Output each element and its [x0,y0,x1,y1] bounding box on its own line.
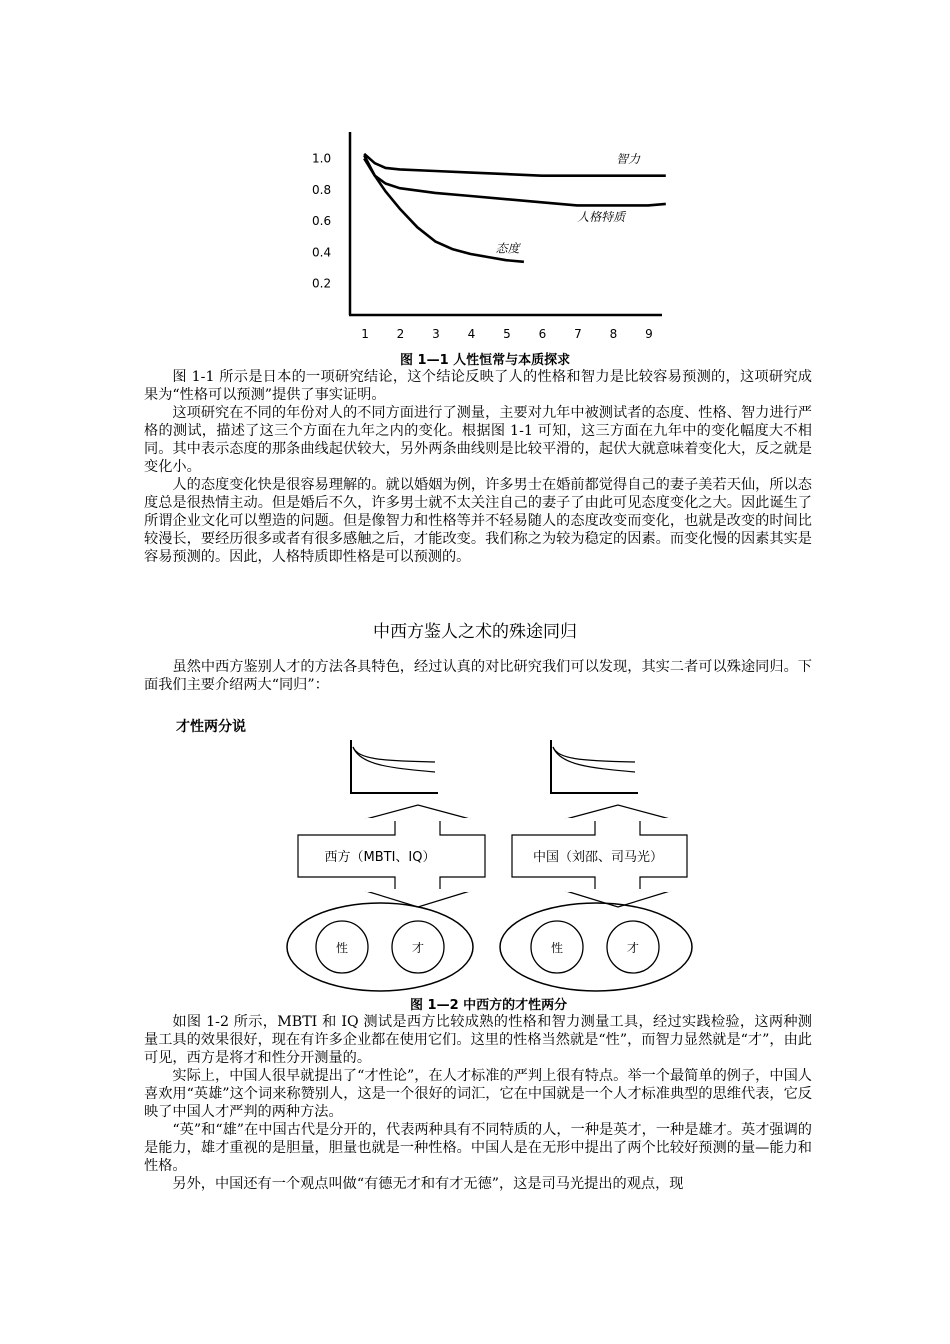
paragraph: “英”和“雄”在中国古代是分开的，代表两种具有不同特质的人，一种是英才，一种是雄才。英才强调的是能力，雄才重视的是胆量，胆量也就是一种性格。中国人是在无形中提出了两个比较好预测的量—能力和性格。 [144,1122,812,1174]
x-tick-label: 1 [361,327,369,341]
figure-1-chart [300,125,700,350]
figure-2-diagram [280,735,700,993]
china-cai-text: 才 [626,941,640,955]
paragraph: 这项研究在不同的年份对人的不同方面进行了测量，主要对九年中被测试者的态度、性格、智力进行严格的测试，描述了这三个方面在九年之内的变化。根据图 1-1 可知，这三方面在九年中的变化幅度大不相同。其中表示态度的那条曲线起伏较大，另外两条曲线则是比较平滑的，起伏大就意味着变化大，反之就是变化小。 [144,405,812,475]
figure-2-caption: 图 1—2 中西方的才性两分 [410,998,568,1013]
paragraph: 另外，中国还有一个观点叫做“有德无才和有才无德”，这是司马光提出的观点，现 [172,1176,684,1192]
x-tick-label: 4 [467,327,476,341]
y-tick-label: 0.8 [312,182,332,197]
subheading: 才性两分说 [176,719,246,735]
x-tick-label: 7 [574,327,582,341]
paragraph: 图 1-1 所示是日本的一项研究结论，这个结论反映了人的性格和智力是比较容易预测的，这项研究成果为“性格可以预测”提供了事实证明。 [144,369,812,403]
west-xing-text: 性 [335,941,349,955]
west-ellipse [287,903,473,991]
paragraph: 人的态度变化快是很容易理解的。就以婚姻为例，许多男士在婚前都觉得自己的妻子美若天仙，所以态度总是很热情主动。但是婚后不久，许多男士就不太关注自己的妻子了由此可见态度变化之大。因此诞生了所谓企业文化可以塑造的问题。但是像智力和性格等并不轻易随人的态度改变而变化，也就是改变的时间比较漫长，要经历很多或者有很多感触之后，才能改变。我们称之为较为稳定的因素。而变化慢的因素其实是容易预测的。因此，人格特质即性格是可以预测的。 [144,477,812,565]
y-tick-label: 1.0 [312,151,332,166]
y-tick-label: 0.2 [312,276,332,291]
west-label: 西方（MBTI、IQ） [324,850,436,865]
x-tick-label: 8 [609,327,618,341]
china-label: 中国（刘邵、司马光） [532,850,664,865]
y-tick-label: 0.4 [312,245,332,260]
x-tick-label: 3 [432,327,440,341]
x-tick-label: 5 [503,327,511,341]
china-ellipse [500,903,692,991]
series-label-1: 智力 [616,152,641,167]
x-tick-label: 9 [645,327,653,341]
china-mini-chart [551,740,638,793]
y-tick-label: 0.6 [312,214,332,229]
x-tick-label: 6 [538,327,547,341]
paragraph: 虽然中西方鉴别人才的方法各具特色，经过认真的对比研究我们可以发现，其实二者可以殊途同归。下面我们主要介绍两大“同归”： [144,659,812,693]
paragraph: 如图 1-2 所示，MBTI 和 IQ 测试是西方比较成熟的性格和智力测量工具，经过实践检验，这两种测量工具的效果很好，现在有许多企业都在使用它们。这里的性格当然就是“性”，而智力显然就是“才”，由此可见，西方是将才和性分开测量的。 [144,1014,812,1066]
section-heading: 中西方鉴人之术的殊途同归 [373,622,577,642]
series-label-3: 态度 [495,241,520,256]
west-mini-chart [351,740,438,793]
paragraph-block-3 [144,1013,812,1193]
west-cai-text: 才 [411,941,425,955]
paragraph: 实际上，中国人很早就提出了“才性论”，在人才标准的严判上很有特点。举一个最简单的例子，中国人喜欢用“英雄”这个词来称赞别人，这是一个很好的词汇，它在中国就是一个人才标准典型的思维代表，它反映了中国人才严判的两种方法。 [144,1068,812,1120]
series-label-2: 人格特质 [577,210,626,225]
x-tick-label: 2 [396,327,405,341]
china-xing-text: 性 [550,941,564,955]
paragraph-block-1 [144,368,812,566]
figure-1-caption: 图 1—1 人性恒常与本质探求 [400,353,571,368]
paragraph-block-2 [144,658,812,694]
